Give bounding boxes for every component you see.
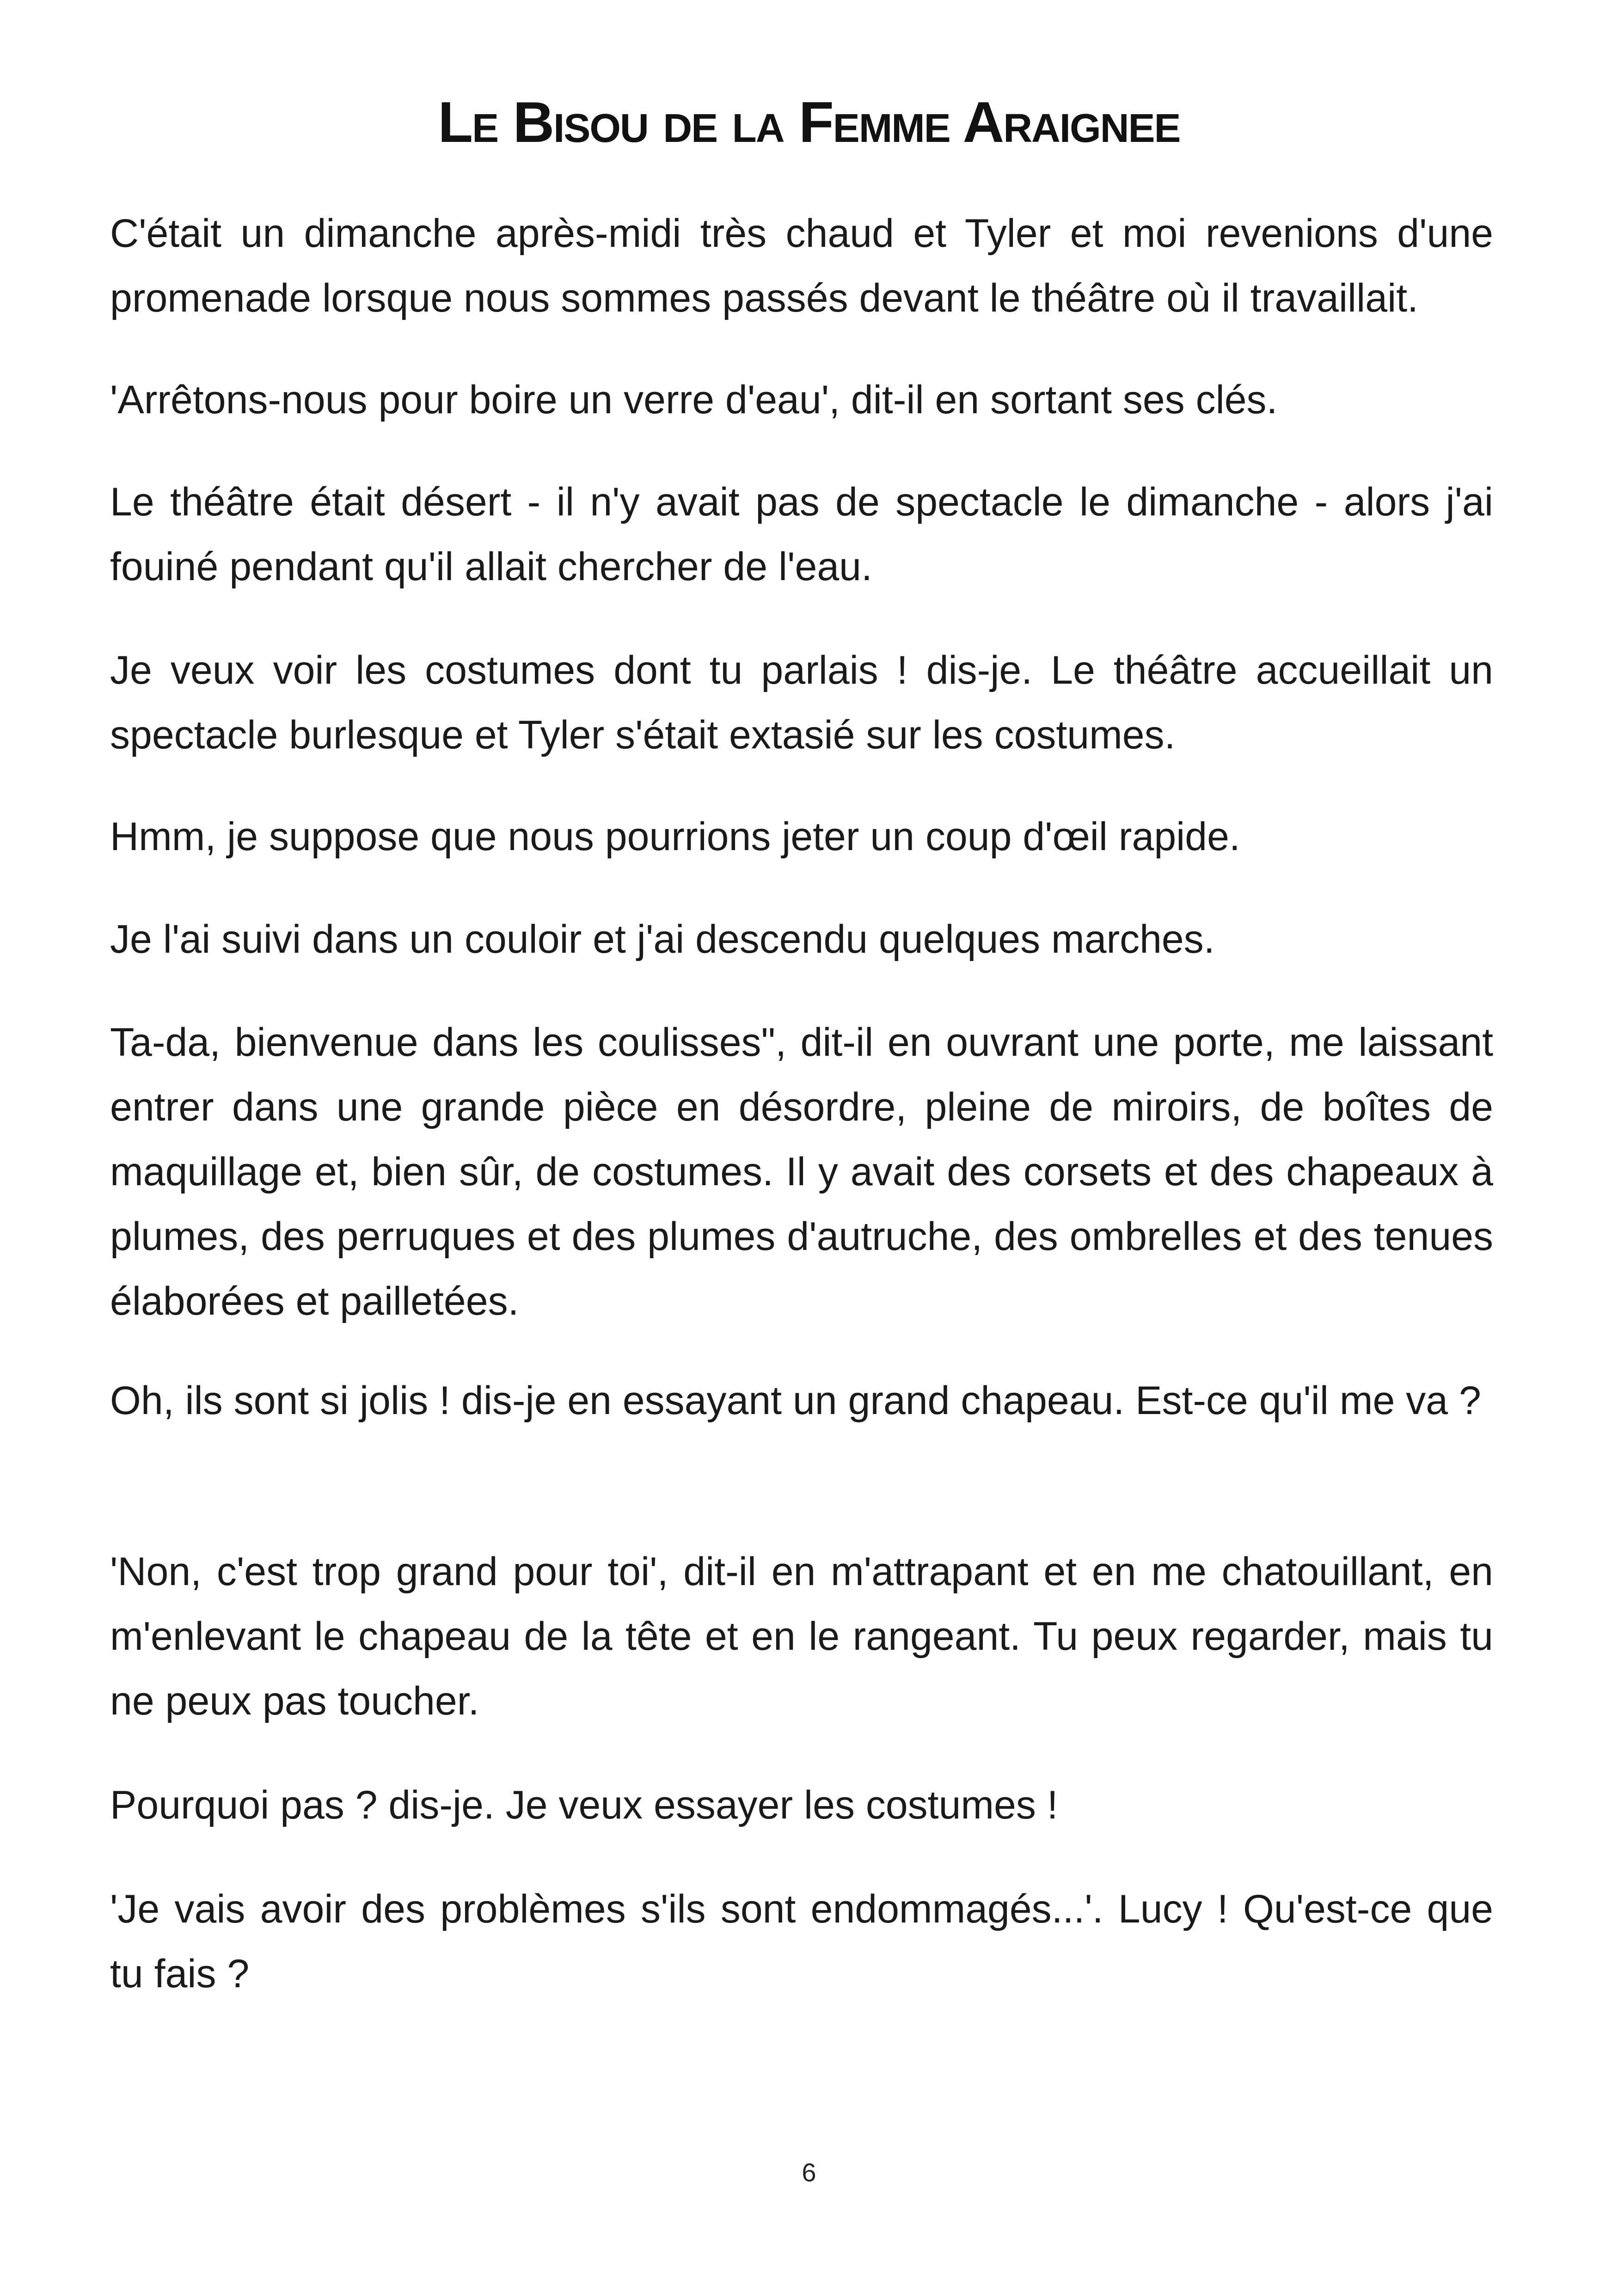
paragraph-7: Ta-da, bienvenue dans les coulisses", dit-il en ouvrant une porte, me laissant entrer dans une grande pièce en désordre, pleine de miroirs, de boîtes de maquillage et, bien sûr, de costumes. Il y avait des corsets et des chapeaux à plumes, des perruques et des plumes d'autruche, des ombrelles et des tenues élaborées et pailletées. xyxy=(110,1020,1493,1323)
paragraph-3: Le théâtre était désert - il n'y avait pas de spectacle le dimanche - alors j'ai fouiné pendant qu'il allait chercher de l'eau. xyxy=(110,480,1493,589)
page-number: 6 xyxy=(802,2158,816,2187)
paragraph-1: C'était un dimanche après-midi très chaud et Tyler et moi revenions d'une promenade lorsque nous sommes passés devant le théâtre où il travaillait. xyxy=(110,211,1493,320)
paragraph-11: 'Je vais avoir des problèmes s'ils sont endommagés...'. Lucy ! Qu'est-ce que tu fais ? xyxy=(110,1887,1493,1996)
paragraph-9: 'Non, c'est trop grand pour toi', dit-il en m'attrapant et en me chatouillant, en m'enlevant le chapeau de la tête et en le rangeant. Tu peux regarder, mais tu ne peux pas toucher. xyxy=(110,1549,1493,1723)
paragraph-4: Je veux voir les costumes dont tu parlais ! dis-je. Le théâtre accueillait un spectacle burlesque et Tyler s'était extasié sur les costumes. xyxy=(110,648,1493,757)
paragraph-5: Hmm, je suppose que nous pourrions jeter un coup d'œil rapide. xyxy=(110,814,1240,859)
paragraph-10: Pourquoi pas ? dis-je. Je veux essayer les costumes ! xyxy=(110,1783,1058,1827)
paragraph-8: Oh, ils sont si jolis ! dis-je en essayant un grand chapeau. Est-ce qu'il me va ? xyxy=(110,1378,1481,1423)
paragraph-6: Je l'ai suivi dans un couloir et j'ai descendu quelques marches. xyxy=(110,917,1215,961)
page-title: Le Bisou de la Femme Araignee xyxy=(438,91,1180,154)
paragraph-2: 'Arrêtons-nous pour boire un verre d'eau', dit-il en sortant ses clés. xyxy=(110,378,1278,422)
